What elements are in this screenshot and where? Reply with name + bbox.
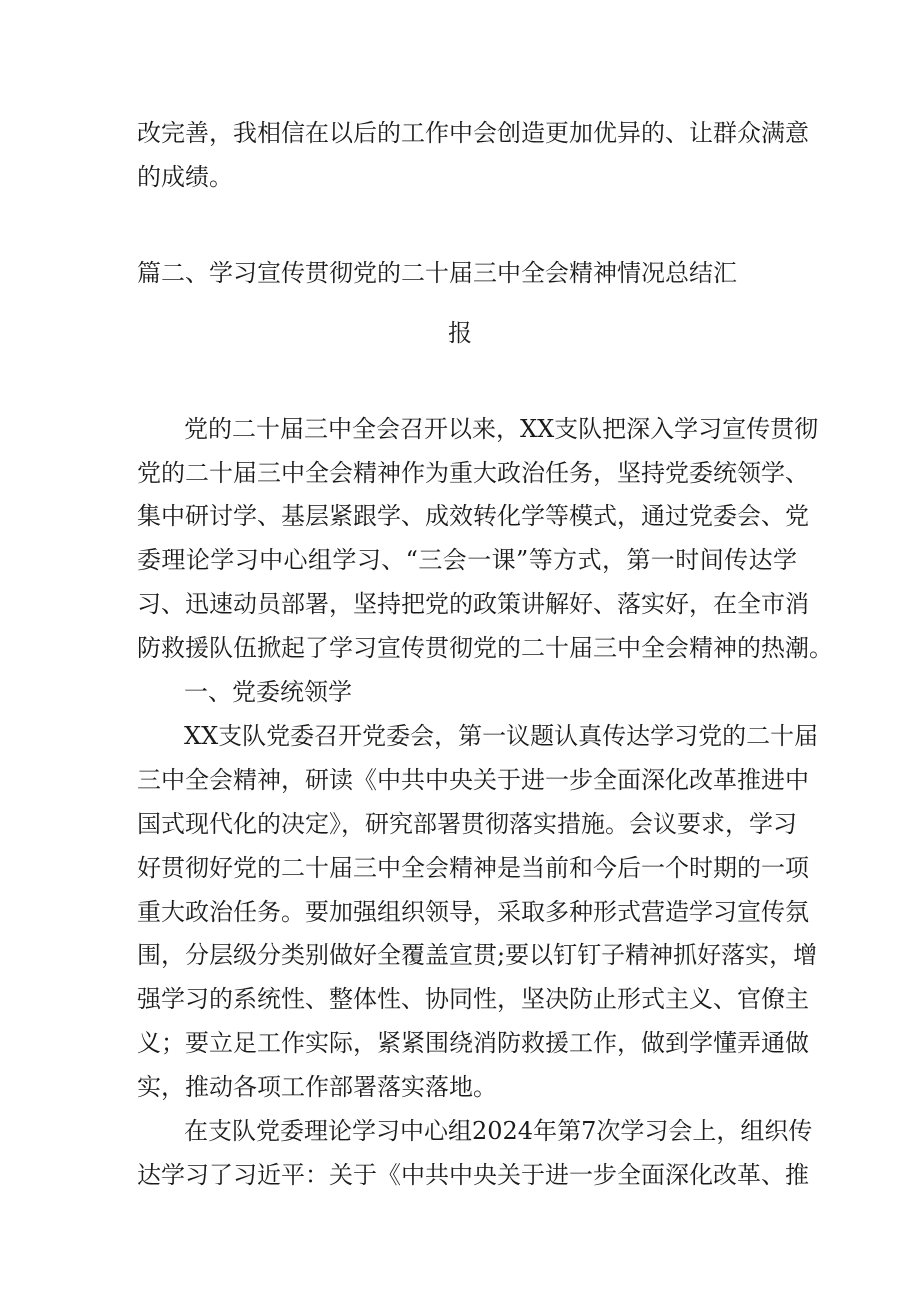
intro-paragraph-line: 集中研讨学、基层紧跟学、成效转化学等模式，通过党委会、党 bbox=[137, 502, 809, 530]
paragraph-2-line: 义；要立足工作实际，紧紧围绕消防救援工作，做到学懂弄通做 bbox=[137, 1029, 809, 1057]
intro-paragraph-line: 委理论学习中心组学习、“三会一课”等方式，第一时间传达学 bbox=[137, 546, 797, 574]
section-title-line-2: 报 bbox=[448, 319, 472, 347]
paragraph-2-line: 三中全会精神，研读《中共中央关于进一步全面深化改革推进中 bbox=[137, 766, 809, 794]
paragraph-3-line: 达学习了习近平：关于《中共中央关于进一步全面深化改革、推 bbox=[137, 1161, 809, 1189]
intro-paragraph-line: 习、迅速动员部署，坚持把党的政策讲解好、落实好，在全市消 bbox=[137, 590, 809, 618]
paragraph-2-line: 国式现代化的决定》，研究部署贯彻落实措施。会议要求，学习 bbox=[137, 810, 797, 838]
paragraph-2-line: 好贯彻好党的二十届三中全会精神是当前和今后一个时期的一项 bbox=[137, 854, 809, 882]
prev-paragraph-line: 的成绩。 bbox=[137, 163, 233, 191]
intro-paragraph-line: 党的二十届三中全会精神作为重大政治任务，坚持党委统领学、 bbox=[137, 459, 809, 487]
paragraph-3-line: 在支队党委理论学习中心组2024年第7次学习会上，组织传 bbox=[184, 1117, 813, 1145]
paragraph-2-line: 实，推动各项工作部署落实落地。 bbox=[137, 1073, 497, 1101]
section-title-line-1: 篇二、学习宣传贯彻党的二十届三中全会精神情况总结汇 bbox=[137, 259, 737, 287]
intro-paragraph-line: 防救援队伍掀起了学习宣传贯彻党的二十届三中全会精神的热潮。 bbox=[137, 634, 833, 662]
intro-paragraph-line: 党的二十届三中全会召开以来，XX支队把深入学习宣传贯彻 bbox=[184, 415, 819, 443]
prev-paragraph-line: 改完善，我相信在以后的工作中会创造更加优异的、让群众满意 bbox=[137, 119, 809, 147]
paragraph-2-line: 围，分层级分类别做好全覆盖宣贯;要以钉钉子精神抓好落实，增 bbox=[137, 941, 818, 969]
paragraph-2-line: 重大政治任务。要加强组织领导，采取多种形式营造学习宣传氛 bbox=[137, 898, 809, 926]
section-heading-1: 一、党委统领学 bbox=[184, 678, 352, 706]
paragraph-2-line: XX支队党委召开党委会，第一议题认真传达学习党的二十届 bbox=[184, 722, 819, 750]
paragraph-2-line: 强学习的系统性、整体性、协同性，坚决防止形式主义、官僚主 bbox=[137, 985, 809, 1013]
